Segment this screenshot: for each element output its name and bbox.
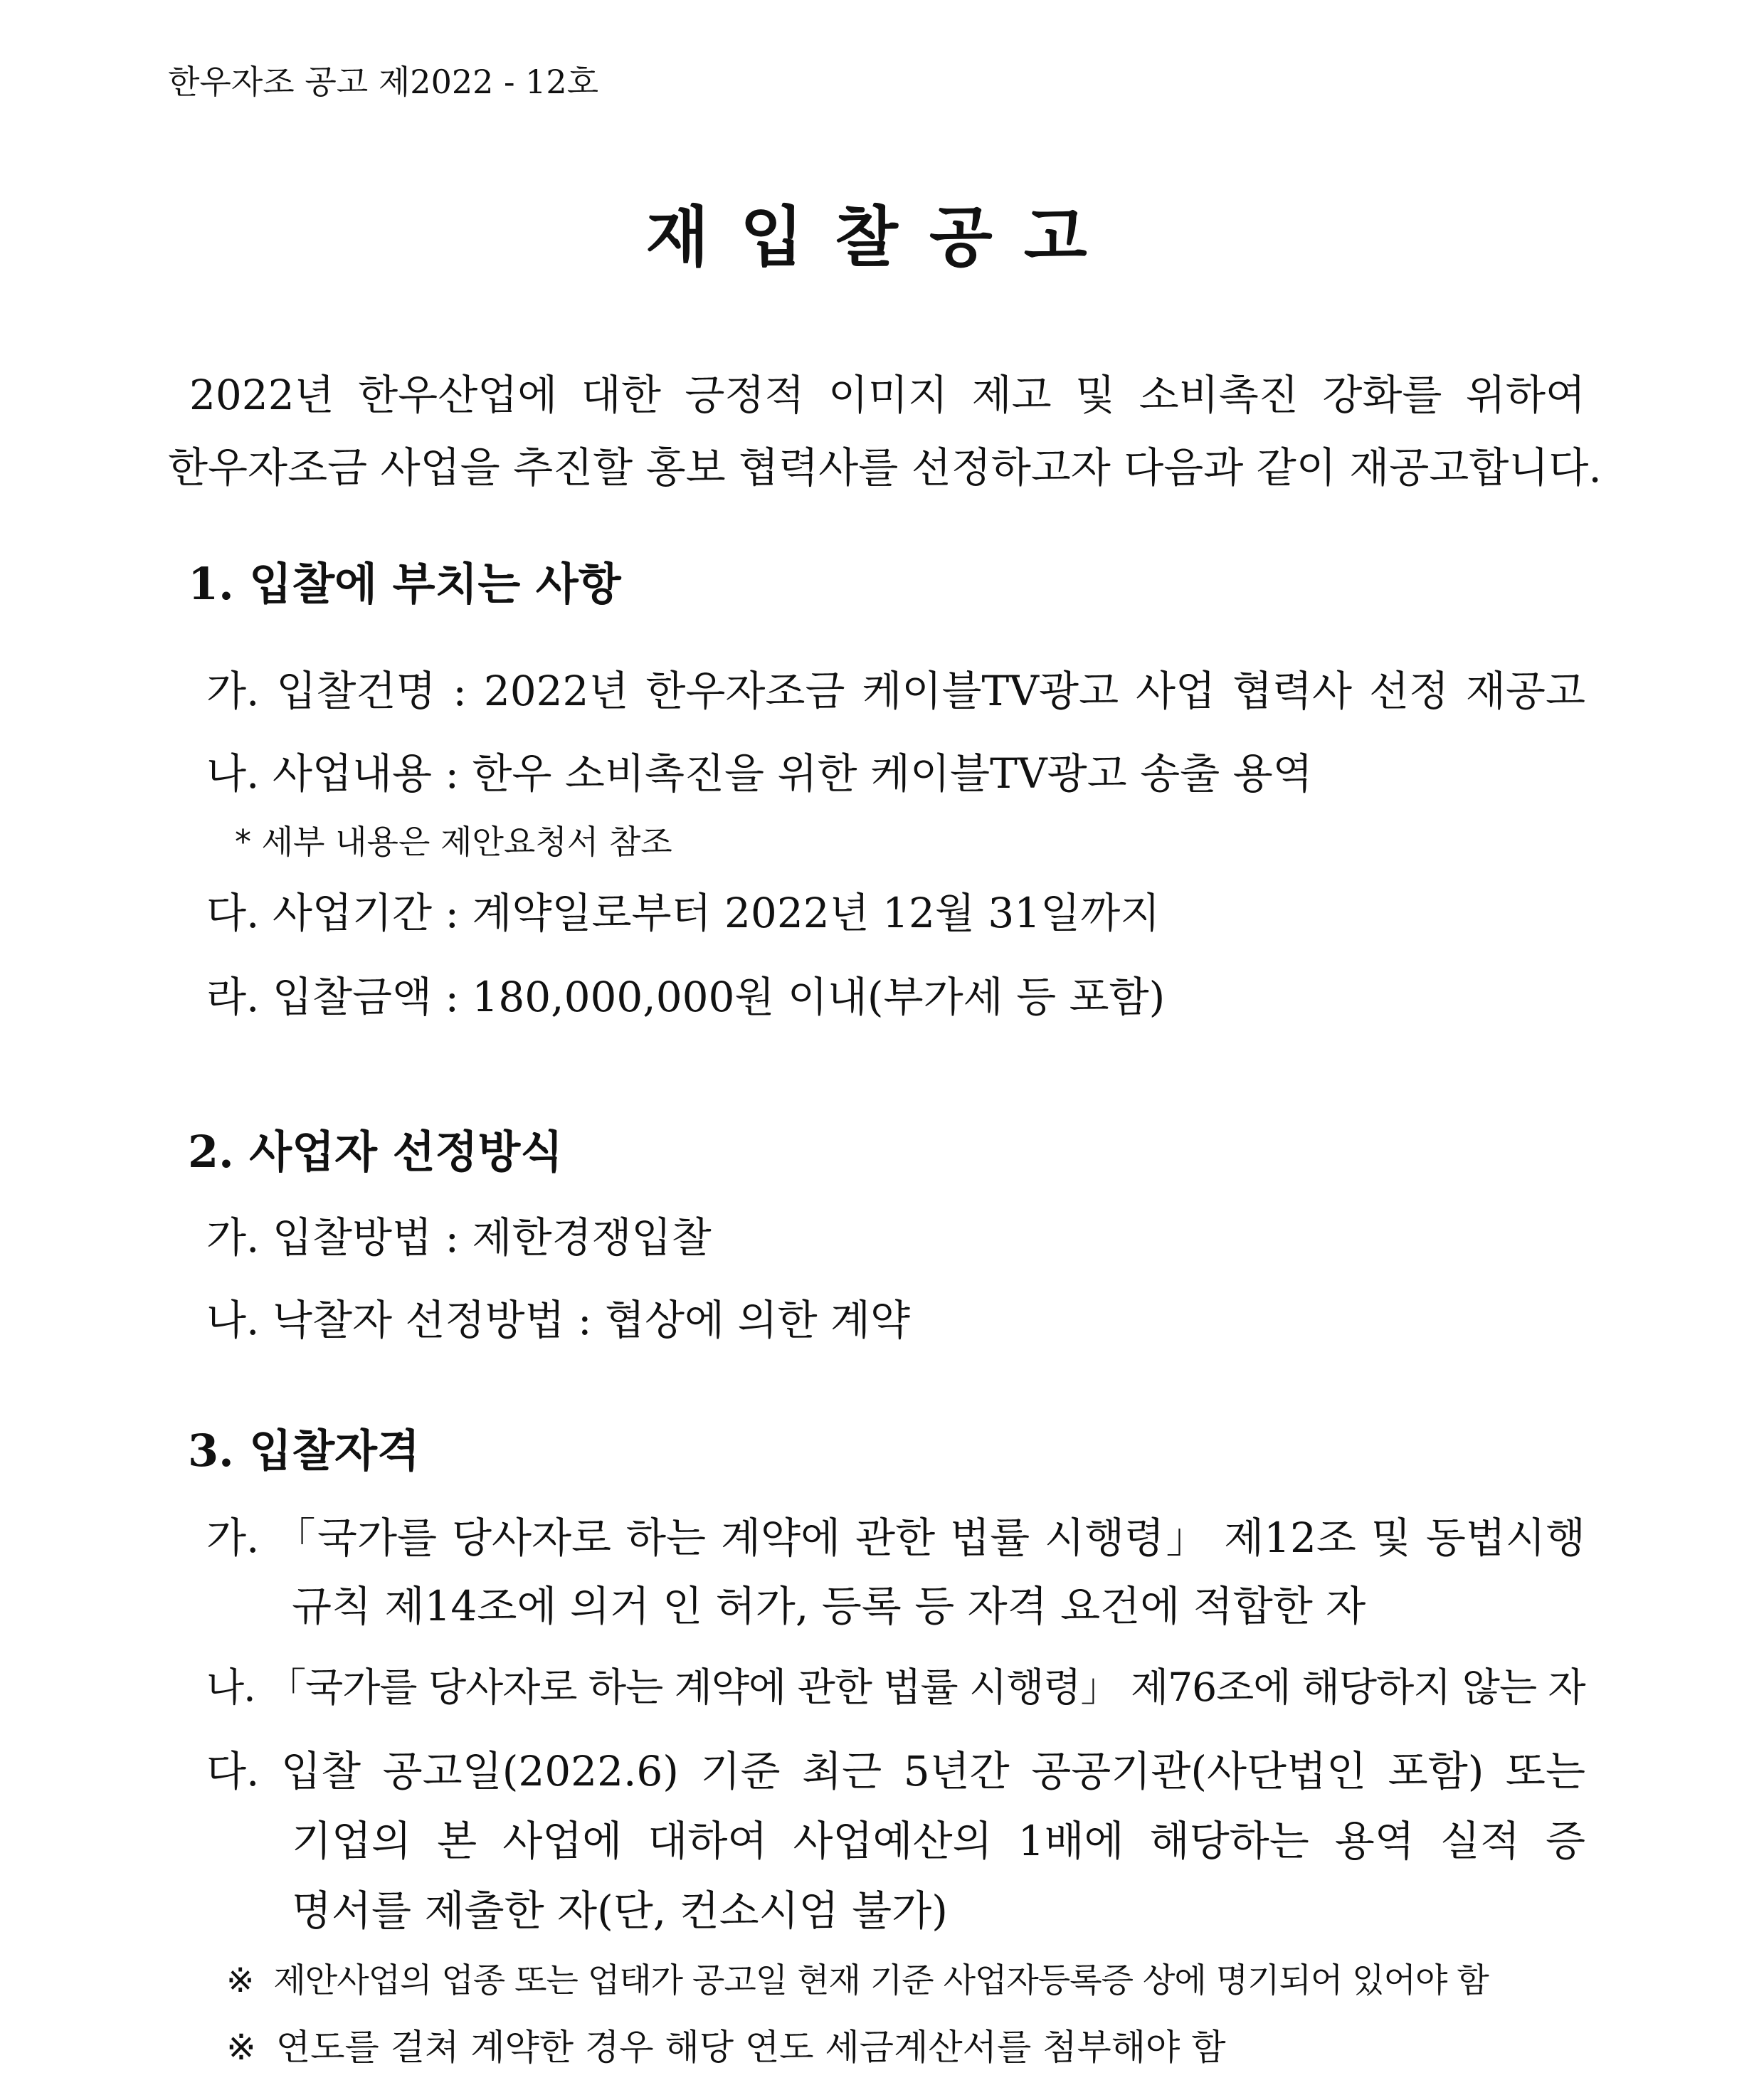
- intro-line-2: 한우자조금 사업을 추진할 홍보 협력사를 선정하고자 다음과 같이 재공고합니다.: [168, 443, 1602, 492]
- section-3-item-da-line-3: 명서를 제출한 자(단, 컨소시엄 불가): [292, 1886, 948, 1935]
- section-3-item-na: 나. 「국가를 당사자로 하는 계약에 관한 법률 시행령」 제76조에 해당하지 않는 자: [206, 1664, 1585, 1710]
- section-3-item-ga-line-1: 가. 「국가를 당사자로 하는 계약에 관한 법률 시행령」 제12조 및 동법시행: [206, 1514, 1585, 1562]
- section-3-heading: 3. 입찰자격: [188, 1425, 420, 1477]
- section-2-item-ga: 가. 입찰방법 : 제한경쟁입찰: [206, 1213, 712, 1262]
- section-3-note-1-text: 제안사업의 업종 또는 업태가 공고일 현재 기준 사업자등록증 상에 명기되어 있어야 함: [273, 1961, 1489, 2000]
- reference-mark-icon: ※: [226, 2027, 256, 2068]
- section-3-item-ga-line-2: 규칙 제14조에 의거 인 허가, 등록 등 자격 요건에 적합한 자: [292, 1582, 1366, 1630]
- section-1-note: * 세부 내용은 제안요청서 참조: [235, 823, 672, 861]
- section-1-item-da: 다. 사업기간 : 계약일로부터 2022년 12월 31일까지: [206, 889, 1161, 937]
- section-3-note-2-text: 연도를 걸쳐 계약한 경우 해당 연도 세금계산서를 첨부해야 함: [275, 2027, 1226, 2068]
- document-reference-number: 한우자조 공고 제2022 - 12호: [168, 63, 599, 101]
- section-3-item-da-line-2: 기업의 본 사업에 대하여 사업예산의 1배에 해당하는 용역 실적 증: [292, 1817, 1585, 1865]
- section-3-note-2: [226, 2027, 1226, 2068]
- section-2-heading: 2. 사업자 선정방식: [188, 1126, 564, 1178]
- intro-line-1: 2022년 한우산업에 대한 긍정적 이미지 제고 및 소비촉진 강화를 위하여: [189, 371, 1585, 419]
- section-3-note-1: [226, 1961, 1489, 2000]
- section-1-item-na: 나. 사업내용 : 한우 소비촉진을 위한 케이블TV광고 송출 용역: [206, 749, 1313, 798]
- page-title: 재입찰공고: [645, 199, 1119, 275]
- section-1-item-ra: 라. 입찰금액 : 180,000,000원 이내(부가세 등 포함): [206, 973, 1166, 1021]
- reference-mark-icon: ※: [226, 1961, 254, 2000]
- section-1-heading: 1. 입찰에 부치는 사항: [188, 558, 621, 610]
- section-3-item-da-line-1: 다. 입찰 공고일(2022.6) 기준 최근 5년간 공공기관(사단법인 포함) 또는: [206, 1747, 1585, 1795]
- section-2-item-na: 나. 낙찰자 선정방법 : 협상에 의한 계약: [206, 1296, 911, 1344]
- section-1-item-ga: 가. 입찰건명 : 2022년 한우자조금 케이블TV광고 사업 협력사 선정 재공고: [206, 667, 1585, 715]
